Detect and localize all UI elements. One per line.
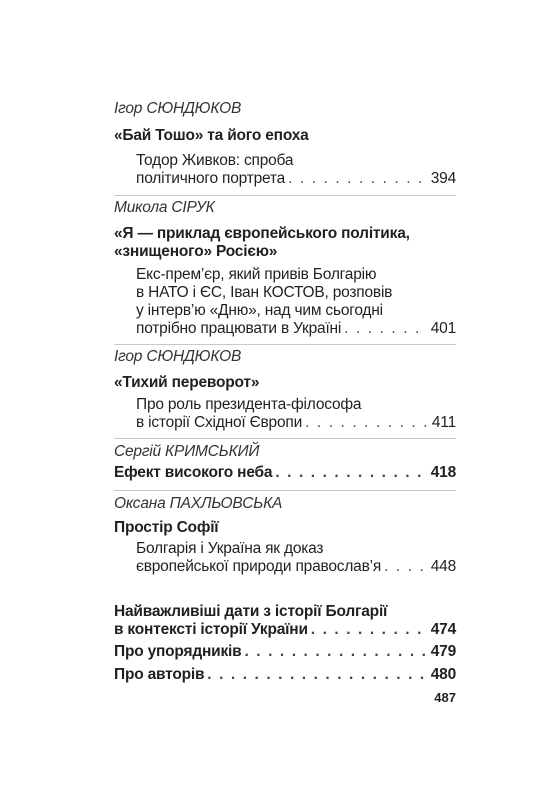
- toc-leader-row: [136, 320, 456, 338]
- toc-leader-row: [136, 414, 456, 432]
- appendix-title: в контексті історії України: [114, 621, 308, 638]
- entry-subtitle-line: в історії Східної Європи: [136, 414, 303, 431]
- entry-subtitle-line: Екс-прем’єр, який привів Болгарію: [136, 266, 377, 283]
- entry-subtitle-line: в НАТО і ЄС, Іван КОСТОВ, розповів: [136, 284, 393, 301]
- entry-subtitle-line: потрібно працювати в Україні: [136, 320, 342, 337]
- toc-leader-row: [136, 170, 456, 188]
- entry-title: Простір Софії: [114, 519, 219, 536]
- separator-line: [114, 195, 456, 196]
- entry-title: «Бай Тошо» та його епоха: [114, 127, 309, 144]
- entry-subtitle-line: у інтерв’ю «Дню», над чим сьогодні: [136, 302, 383, 319]
- entry-author: Ігор СЮНДЮКОВ: [114, 100, 242, 117]
- dot-leader: [275, 464, 427, 482]
- entry-title: «Я — приклад європейського політика,: [114, 225, 410, 242]
- page-ref: 480: [430, 666, 456, 683]
- page-ref: 411: [431, 414, 456, 431]
- page-number: 487: [434, 690, 456, 705]
- separator-line: [114, 344, 456, 345]
- toc-leader-row: [114, 621, 456, 639]
- entry-author: Микола СІРУК: [114, 199, 215, 216]
- dot-leader: [384, 558, 428, 576]
- entry-subtitle-line: Тодор Живков: спроба: [136, 152, 294, 169]
- dot-leader: [311, 621, 428, 639]
- appendix-title: Про авторів: [114, 666, 205, 683]
- page-ref: 418: [430, 464, 456, 481]
- dot-leader: [244, 643, 427, 661]
- toc-leader-row: [114, 464, 456, 482]
- page-ref: 394: [430, 170, 456, 187]
- separator-line: [114, 438, 456, 439]
- dot-leader: [305, 414, 429, 432]
- entry-subtitle-line: Болгарія і Україна як доказ: [136, 540, 324, 557]
- toc-leader-row: [136, 558, 456, 576]
- dot-leader: [344, 320, 428, 338]
- page-ref: 448: [430, 558, 456, 575]
- page-ref: 474: [430, 621, 456, 638]
- entry-subtitle-line: Про роль президента-філософа: [136, 396, 362, 413]
- dot-leader: [288, 170, 428, 188]
- page-ref: 401: [430, 320, 456, 337]
- toc-leader-row: [114, 666, 456, 684]
- toc-leader-row: [114, 643, 456, 661]
- entry-title: «знищеного» Росією»: [114, 243, 278, 260]
- entry-title: Ефект високого неба: [114, 464, 273, 481]
- entry-subtitle-line: європейської природи православ’я: [136, 558, 382, 575]
- entry-title: «Тихий переворот»: [114, 374, 260, 391]
- separator-line: [114, 490, 456, 491]
- dot-leader: [207, 666, 427, 684]
- entry-author: Оксана ПАХЛЬОВСЬКА: [114, 495, 283, 512]
- entry-author: Ігор СЮНДЮКОВ: [114, 348, 242, 365]
- appendix-title: Найважливіші дати з історії Болгарії: [114, 603, 388, 620]
- appendix-title: Про упорядників: [114, 643, 242, 660]
- entry-subtitle-line: політичного портрета: [136, 170, 286, 187]
- entry-author: Сергій КРИМСЬКИЙ: [114, 443, 260, 460]
- page-ref: 479: [430, 643, 456, 660]
